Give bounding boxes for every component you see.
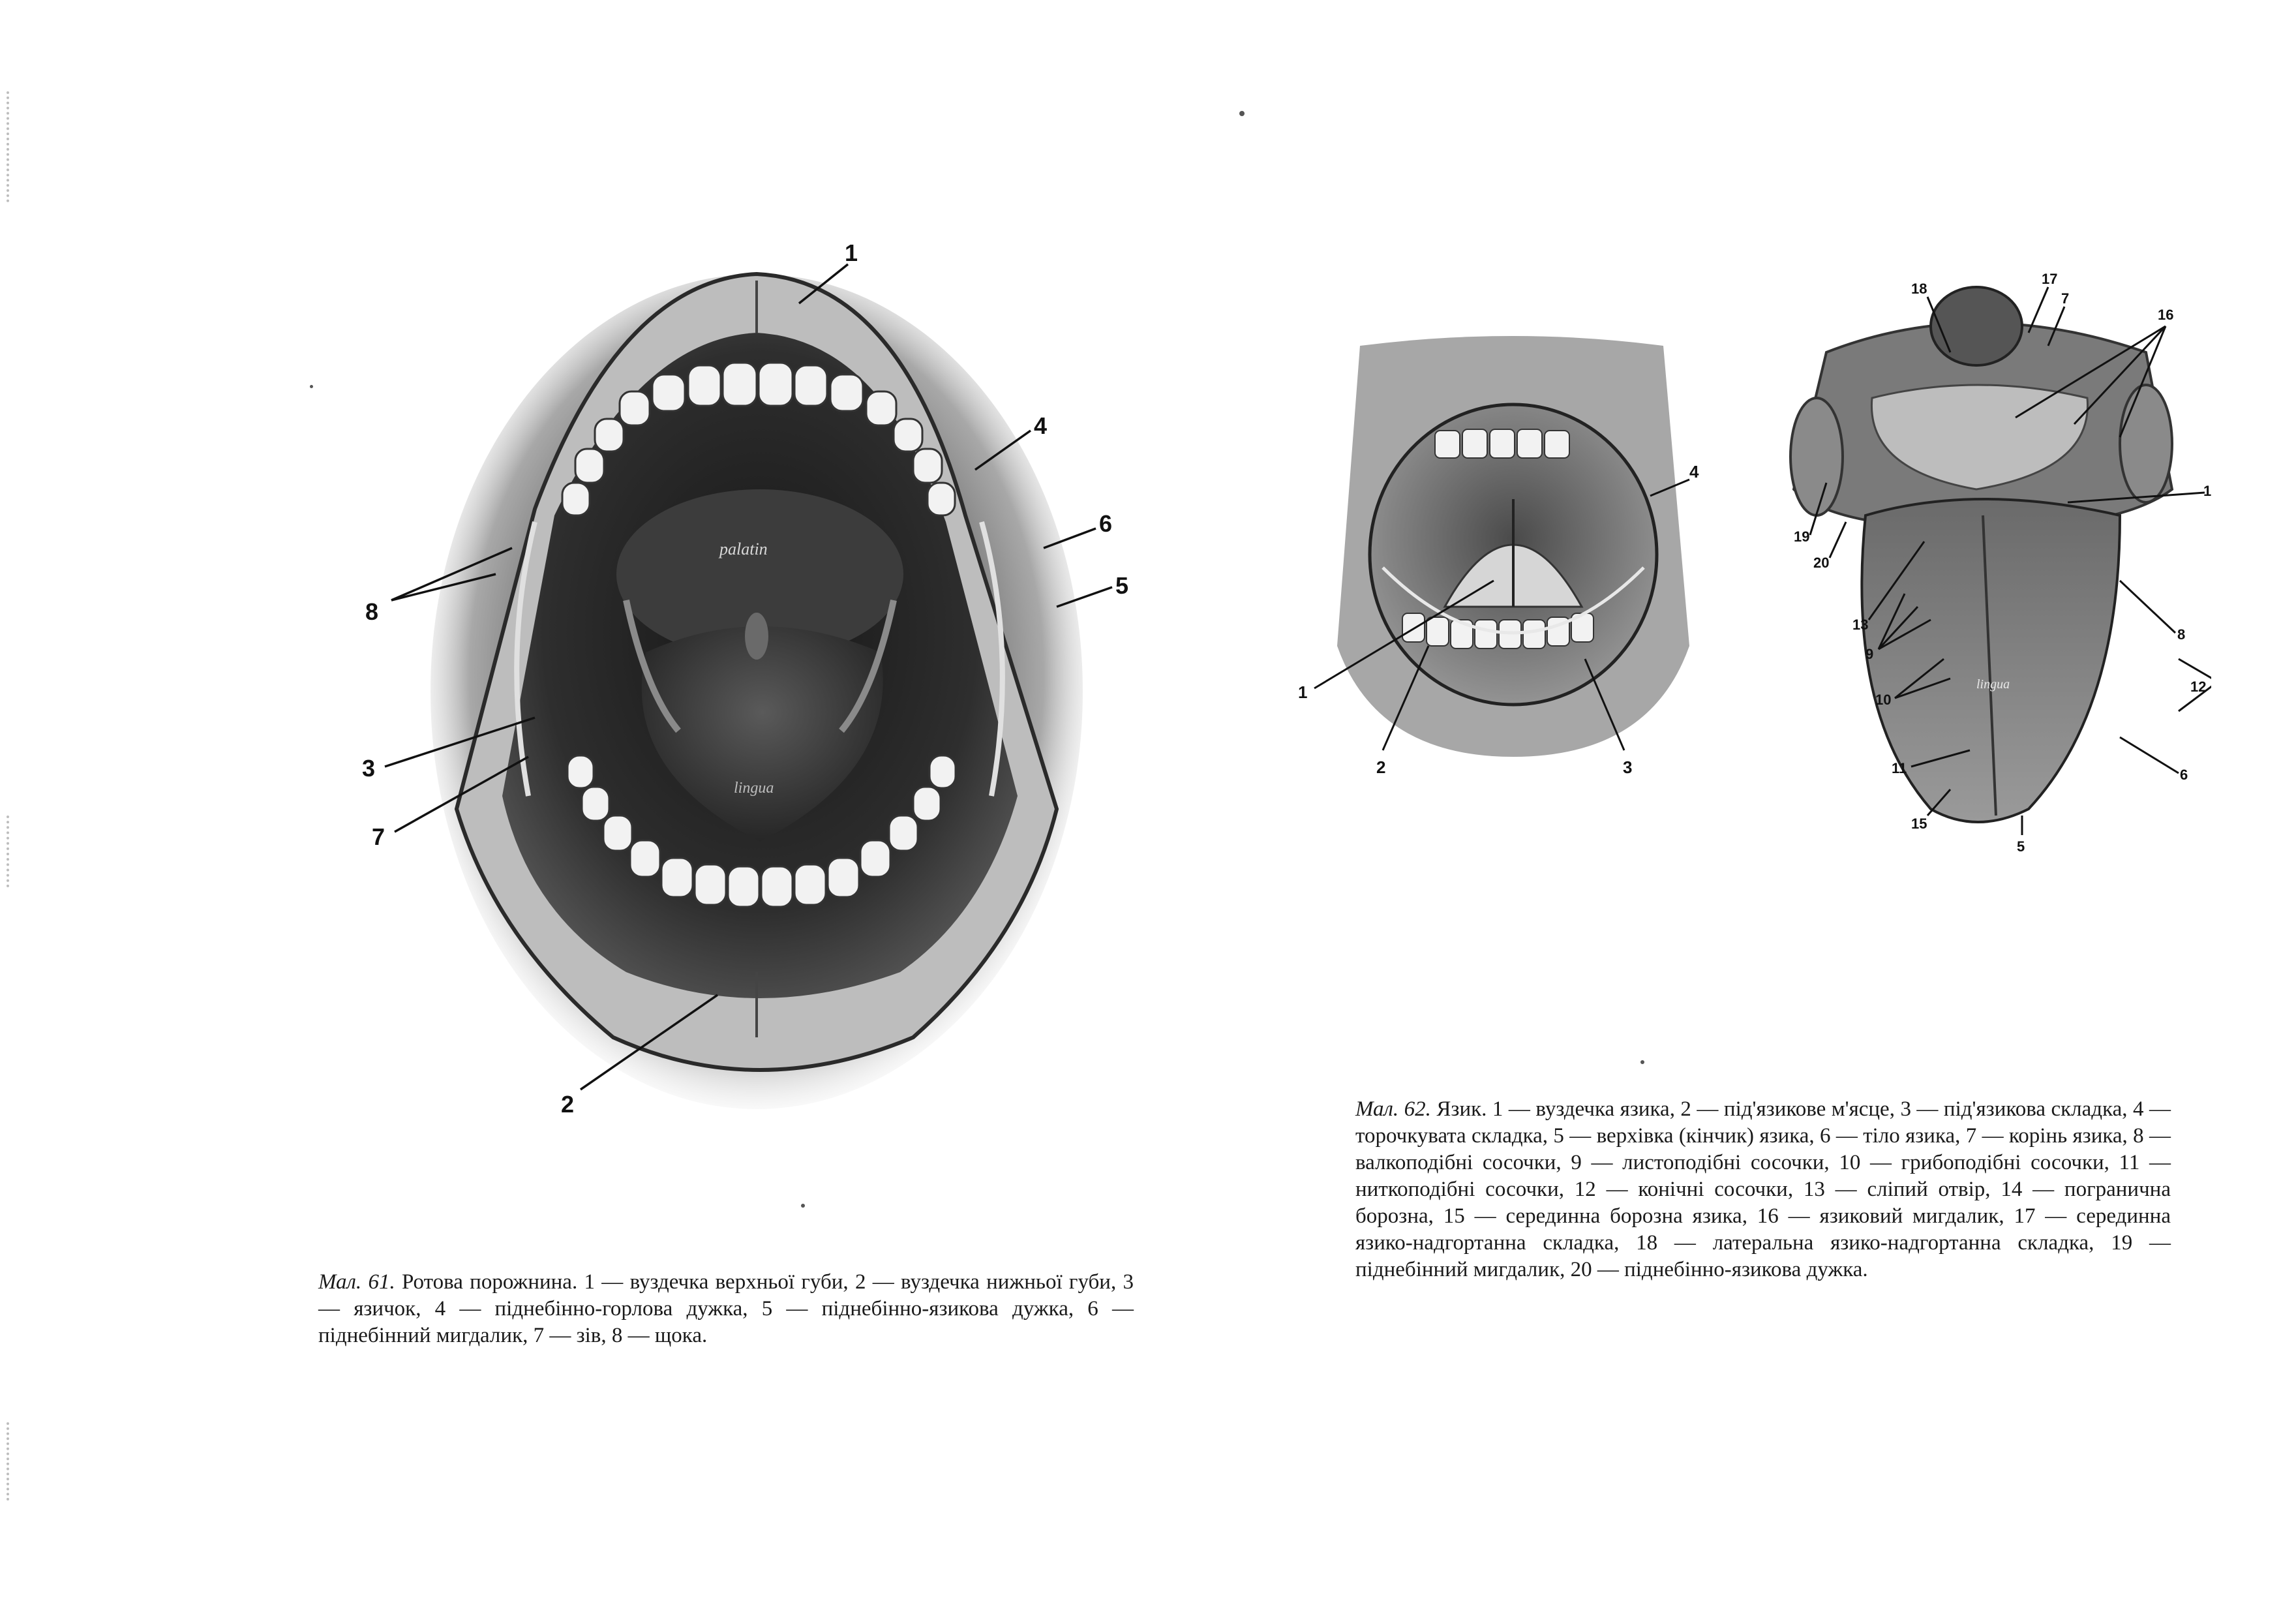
inner-label-palatin: palatin [719, 540, 768, 558]
callout-62-12: 12 [2190, 679, 2207, 695]
figure-62-mouth-svg [1298, 333, 1702, 802]
figure-61-caption [318, 1269, 1134, 1349]
callout-62-18: 18 [1911, 281, 1927, 297]
upper-teeth-62 [1435, 429, 1569, 458]
uvula [745, 613, 768, 660]
callout-4: 4 [1034, 412, 1048, 439]
callout-62-6: 6 [2180, 767, 2188, 783]
callout-8: 8 [365, 598, 379, 625]
figure-61-caption-text: Ротова порожнина. 1 — вуздечка верхньої губи, 2 — вуздечка нижньої губи, 3 — язичок, 4 — піднебінно-горлова дужка, 5 — піднебінно-язикова дужка, 6 — піднебінний мигдалик, 7 — зів, 8 — щока. [318, 1270, 1134, 1347]
inner-label-lingua-62: lingua [1976, 677, 2010, 692]
callout-62-2: 2 [1376, 757, 1386, 777]
figure-61-mouth-illustration [339, 235, 1187, 1135]
right-tonsil [2120, 385, 2172, 502]
callout-62-17: 17 [2042, 271, 2058, 287]
callout-62-9: 9 [1865, 646, 1874, 662]
callout-3: 3 [362, 755, 376, 782]
figure-62-caption [1355, 1096, 2171, 1283]
left-tonsil [1790, 398, 1843, 515]
inner-label-lingua: lingua [734, 780, 774, 797]
scan-speck [1239, 111, 1245, 116]
figure-62-number: Мал. 62. [1355, 1097, 1431, 1121]
figure-62-tongue-svg [1755, 254, 2211, 868]
scan-edge-dots [7, 1422, 18, 1501]
scan-edge-dots [7, 91, 18, 202]
callout-5: 5 [1115, 572, 1129, 599]
scan-edge-dots [7, 816, 18, 887]
figure-62-mouth-illustration [1298, 333, 1702, 802]
figure-61-number: Мал. 61. [318, 1270, 395, 1294]
callout-1: 1 [845, 239, 858, 266]
callout-62-15: 15 [1911, 816, 1927, 832]
scan-speck [1640, 1060, 1644, 1064]
callout-62-7: 7 [2061, 290, 2070, 307]
figure-62-tongue-illustration [1755, 254, 2211, 868]
scan-speck [310, 385, 313, 388]
callout-62-10: 10 [1875, 692, 1892, 708]
callout-62-1t: 1 [2203, 483, 2211, 499]
epiglottis [1931, 287, 2022, 365]
callout-62-5: 5 [2017, 838, 2025, 855]
callout-2: 2 [561, 1091, 575, 1118]
callout-62-16: 16 [2158, 307, 2174, 323]
figure-62-caption-text: Язик. 1 — вуздечка язика, 2 — під'язикове м'ясце, 3 — під'язикова складка, 4 — торочкувата складка, 5 — верхівка (кінчик) язика, 6 — тіло язика, 7 — корінь язика, 8 — валкоподібні сосочки, 9 — листоподібні сосочки, 10 — грибоподібні сосочки, 11 — ниткоподібні сосочки, 12 — конічні сосочки, 13 — сліпий отвір, 14 — погранична борозна, 15 — серединна борозна язика, 16 — язиковий мигдалик, 17 — серединна язико-надгортанна складка, 18 — латеральна язико-надгортанна складка, 19 — піднебінний мигдалик, 20 — піднебінно-язикова дужка. [1355, 1097, 2171, 1281]
callout-6: 6 [1099, 510, 1113, 537]
scan-speck [801, 1204, 805, 1208]
callout-62-3: 3 [1623, 757, 1633, 777]
callout-62-13: 13 [1852, 617, 1869, 633]
callout-62-1: 1 [1298, 682, 1308, 702]
callout-7: 7 [372, 823, 385, 850]
callout-62-19: 19 [1794, 528, 1810, 545]
callout-62-11: 11 [1892, 760, 1907, 776]
callout-62-8: 8 [2177, 626, 2186, 643]
callout-62-4: 4 [1689, 462, 1699, 481]
figure-61-svg [339, 235, 1187, 1135]
callout-62-20: 20 [1813, 555, 1830, 571]
